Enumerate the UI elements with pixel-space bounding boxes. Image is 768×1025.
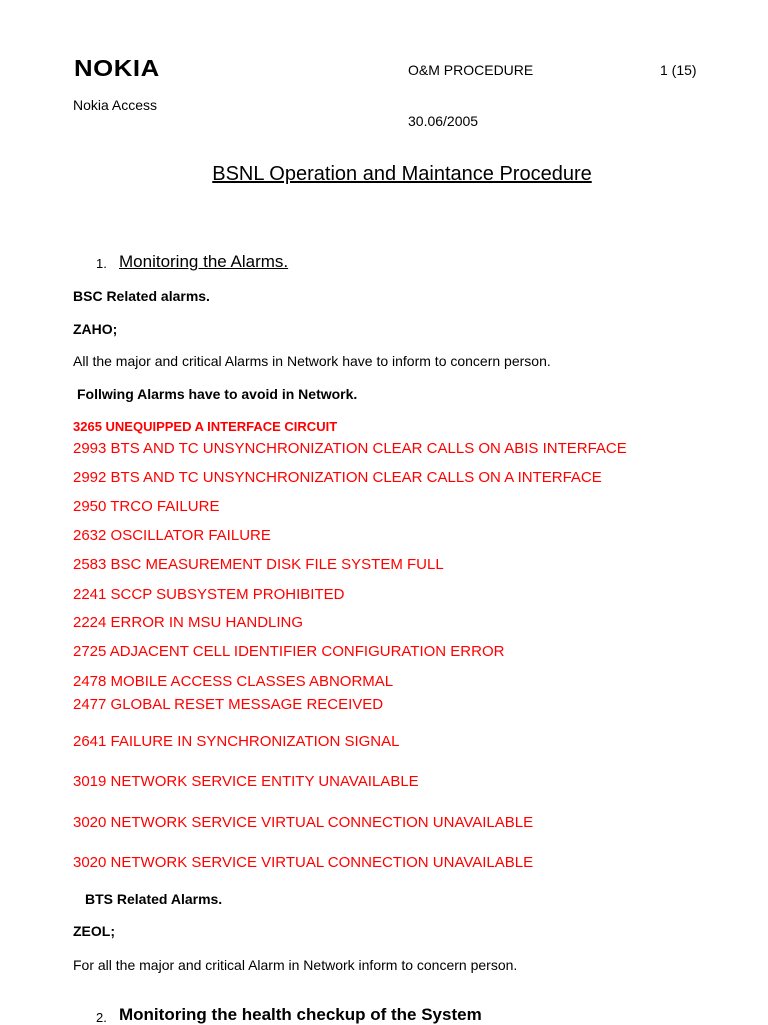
- alarm-item: 3020 NETWORK SERVICE VIRTUAL CONNECTION UNAVAILABLE: [73, 814, 534, 831]
- alarm-item: 2224 ERROR IN MSU HANDLING: [73, 614, 304, 631]
- section-1-heading: Monitoring the Alarms.: [119, 252, 289, 271]
- bsc-command: ZAHO;: [73, 321, 118, 337]
- alarm-item: 2725 ADJACENT CELL IDENTIFIER CONFIGURATION ERROR: [73, 643, 505, 660]
- organization: Nokia Access: [73, 97, 158, 113]
- bsc-alarms-heading: BSC Related alarms.: [73, 288, 210, 304]
- document-title: BSNL Operation and Maintance Procedure: [212, 163, 592, 185]
- nokia-logo: NOKIA: [74, 55, 160, 81]
- alarm-item: 3265 UNEQUIPPED A INTERFACE CIRCUIT: [73, 419, 338, 434]
- alarm-item: 2950 TRCO FAILURE: [73, 498, 220, 515]
- alarm-item: 3019 NETWORK SERVICE ENTITY UNAVAILABLE: [73, 773, 419, 790]
- avoid-alarms-heading: Follwing Alarms have to avoid in Network.: [77, 386, 358, 402]
- page-number: 1 (15): [660, 62, 697, 78]
- bts-note: For all the major and critical Alarm in Network inform to concern person.: [73, 957, 518, 973]
- bts-alarms-heading: BTS Related Alarms.: [85, 891, 223, 907]
- alarm-item: 2992 BTS AND TC UNSYNCHRONIZATION CLEAR CALLS ON A INTERFACE: [73, 469, 602, 486]
- bts-command: ZEOL;: [73, 923, 115, 939]
- bsc-note: All the major and critical Alarms in Network have to inform to concern person.: [73, 353, 551, 369]
- alarm-item: 2241 SCCP SUBSYSTEM PROHIBITED: [73, 586, 345, 603]
- section-2-heading: Monitoring the health checkup of the System: [119, 1005, 482, 1024]
- alarm-item: 2583 BSC MEASUREMENT DISK FILE SYSTEM FULL: [73, 556, 444, 573]
- alarm-item: 2478 MOBILE ACCESS CLASSES ABNORMAL: [73, 673, 394, 690]
- section-1-number: 1.: [96, 256, 107, 271]
- section-2-number: 2.: [96, 1010, 107, 1025]
- alarm-item: 3020 NETWORK SERVICE VIRTUAL CONNECTION UNAVAILABLE: [73, 854, 534, 871]
- alarm-item: 2993 BTS AND TC UNSYNCHRONIZATION CLEAR CALLS ON ABIS INTERFACE: [73, 440, 627, 457]
- alarm-item: 2641 FAILURE IN SYNCHRONIZATION SIGNAL: [73, 733, 400, 750]
- alarm-item: 2477 GLOBAL RESET MESSAGE RECEIVED: [73, 696, 384, 713]
- document-date: 30.06/2005: [408, 113, 479, 129]
- document-type: O&M PROCEDURE: [408, 62, 534, 78]
- alarm-item: 2632 OSCILLATOR FAILURE: [73, 527, 271, 544]
